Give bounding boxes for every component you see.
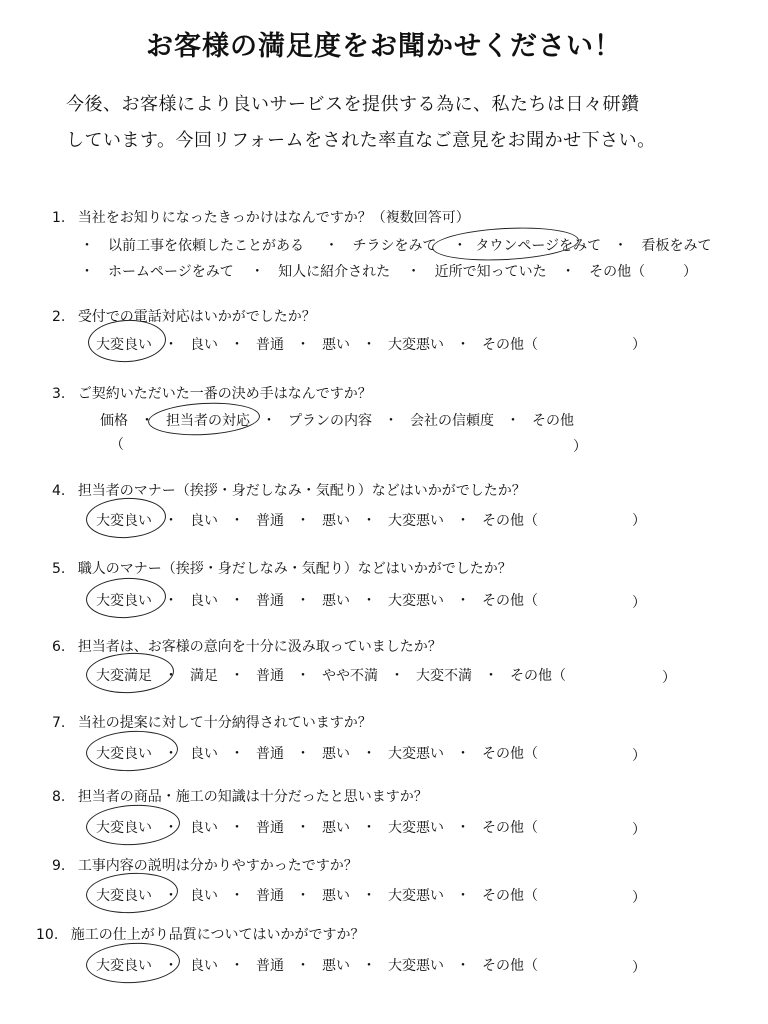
separator: ・ [164, 746, 178, 762]
close-paren: ） [632, 822, 646, 838]
answer-option: ・ その他（ [561, 264, 646, 280]
separator: ・ [456, 337, 470, 353]
answer-option: その他（ [482, 888, 538, 904]
answer-option: 普通 [256, 593, 284, 609]
separator: ・ [362, 593, 376, 609]
question-number: 2. [52, 309, 66, 325]
question-number: 4. [52, 483, 66, 499]
answer-option: 良い [190, 746, 218, 762]
selection-circle [85, 729, 179, 774]
question-number: 9. [52, 858, 66, 874]
separator: ・ [456, 513, 470, 529]
selection-circle [147, 400, 261, 438]
separator: ・ [140, 413, 154, 429]
close-paren: ） [632, 595, 646, 611]
separator: ・ [230, 337, 244, 353]
separator: ・ [506, 413, 520, 429]
separator: ・ [164, 820, 178, 836]
separator: ・ [230, 746, 244, 762]
answer-option: その他（ [482, 958, 538, 974]
answer-option: 大変悪い [388, 888, 444, 904]
question-text: 職人のマナー（挨拶・身だしなみ・気配り）などはいかがでしたか？ [77, 561, 512, 577]
question-text: 担当者のマナー（挨拶・身だしなみ・気配り）などはいかがでしたか？ [77, 483, 526, 499]
answer-option: 悪い [322, 337, 350, 353]
separator: ・ [362, 820, 376, 836]
answer-option-selected: 担当者の対応 [166, 413, 250, 429]
question-text: 当社の提案に対して十分納得されていますか？ [77, 715, 372, 731]
answer-option: 普通 [256, 513, 284, 529]
answer-option: その他（ [482, 513, 538, 529]
intro-line-1: 今後、お客様により良いサービスを提供する為に、私たちは日々研鑽 [66, 94, 640, 115]
answer-option: 大変悪い [388, 337, 444, 353]
question-2 [52, 306, 316, 326]
answer-option: 普通 [256, 668, 284, 684]
separator: ・ [296, 593, 310, 609]
separator: ・ [164, 668, 178, 684]
answer-option-selected: 大変良い [96, 593, 152, 609]
close-paren: ） [573, 439, 587, 455]
question-number: 7. [52, 715, 66, 731]
selection-circle [85, 651, 175, 696]
answer-option: 大変悪い [388, 746, 444, 762]
separator: ・ [456, 593, 470, 609]
answer-option: 価格 [100, 413, 128, 429]
question-number: 6. [52, 639, 66, 655]
selection-circle [85, 871, 179, 916]
separator: ・ [296, 337, 310, 353]
selection-circle [85, 496, 167, 540]
separator: ・ [384, 413, 398, 429]
question-9 [52, 855, 358, 875]
question-6 [52, 636, 442, 656]
question-text: 当社をお知りになったきっかけはなんですか？（複数回答可） [77, 210, 470, 226]
answer-option: 良い [190, 820, 218, 836]
question-text: 工事内容の説明は分かりやすかったですか？ [77, 858, 358, 874]
separator: ・ [296, 958, 310, 974]
selection-circle [85, 576, 167, 620]
answer-option: ・ 知人に紹介された [250, 264, 391, 280]
intro-line-2: しています。今回リフォームをされた率直なご意見をお聞かせ下さい。 [66, 130, 656, 151]
answer-option-selected: 大変良い [96, 820, 152, 836]
answer-row-1b [80, 261, 645, 281]
answer-option: 良い [190, 958, 218, 974]
answer-option: その他（ [482, 337, 538, 353]
question-8 [52, 786, 428, 806]
answer-option-selected: 大変満足 [96, 668, 152, 684]
answer-option: 大変悪い [388, 593, 444, 609]
answer-option-selected: 大変良い [96, 746, 152, 762]
separator: ・ [230, 668, 244, 684]
separator: ・ [456, 820, 470, 836]
question-text: 受付での電話対応はいかがでしたか？ [77, 309, 316, 325]
answer-option-selected: 大変良い [96, 337, 152, 353]
answer-option: 普通 [256, 958, 284, 974]
answer-option-selected: 大変良い [96, 888, 152, 904]
answer-option-selected: タウンページをみて [475, 238, 602, 254]
separator: ・ [296, 668, 310, 684]
answer-option: 良い [190, 593, 218, 609]
answer-option: ・ 以前工事を依頼したことがある [80, 238, 304, 254]
separator: ・ [164, 888, 178, 904]
separator: ・ [230, 958, 244, 974]
answer-option: 悪い [322, 958, 350, 974]
answer-row-1a [80, 235, 712, 255]
question-4 [52, 480, 526, 500]
separator: ・ [362, 746, 376, 762]
question-text: ご契約いただいた一番の決め手はなんですか？ [77, 386, 372, 402]
close-paren: ） [632, 890, 646, 906]
answer-option: ・ チラシをみて [324, 238, 437, 254]
answer-option: 大変不満 [416, 668, 472, 684]
question-number: 3. [52, 386, 66, 402]
answer-option: その他（ [482, 820, 538, 836]
separator: ・ [484, 668, 498, 684]
answer-option: 普通 [256, 337, 284, 353]
answer-option: 良い [190, 888, 218, 904]
page-title: お客様の満足度をお聞かせください！ [146, 31, 622, 62]
selection-circle [85, 803, 181, 848]
answer-option: プランの内容 [288, 413, 372, 429]
answer-option-selected: 大変良い [96, 513, 152, 529]
answer-option: 悪い [322, 888, 350, 904]
separator: ・ [230, 820, 244, 836]
answer-option: 普通 [256, 888, 284, 904]
separator: ・ [362, 888, 376, 904]
question-text: 担当者の商品・施工の知識は十分だったと思いますか？ [77, 789, 428, 805]
close-paren: ） [632, 513, 646, 529]
close-paren: ） [662, 670, 676, 686]
question-10 [36, 924, 364, 944]
close-paren: ） [632, 748, 646, 764]
answer-option: 悪い [322, 746, 350, 762]
close-paren: ） [632, 337, 646, 353]
answer-option: やや不満 [322, 668, 378, 684]
answer-option: 良い [190, 513, 218, 529]
answer-option: 満足 [190, 668, 218, 684]
separator: ・ [362, 958, 376, 974]
question-number: 1. [52, 210, 66, 226]
answer-option: ・ 看板をみて [613, 238, 712, 254]
separator: ・ [164, 337, 178, 353]
separator: ・ [230, 513, 244, 529]
selection-circle [85, 941, 181, 986]
answer-option: 大変悪い [388, 820, 444, 836]
answer-option: 悪い [322, 593, 350, 609]
answer-option: 大変悪い [388, 958, 444, 974]
separator: ・ [164, 958, 178, 974]
separator: ・ [456, 746, 470, 762]
answer-option: 良い [190, 337, 218, 353]
answer-option-selected: 大変良い [96, 958, 152, 974]
separator: ・ [230, 888, 244, 904]
question-5 [52, 558, 512, 578]
separator: ・ [452, 238, 467, 254]
question-7 [52, 712, 372, 732]
close-paren: ） [632, 960, 646, 976]
question-1 [52, 207, 470, 227]
question-3 [52, 383, 372, 403]
question-text: 担当者は、お客様の意向を十分に汲み取っていましたか？ [77, 639, 442, 655]
answer-option: 悪い [322, 513, 350, 529]
answer-option: 会社の信頼度 [410, 413, 494, 429]
question-number: 10. [36, 927, 59, 943]
separator: ・ [456, 888, 470, 904]
answer-option: 大変悪い [388, 513, 444, 529]
answer-option: その他（ [482, 746, 538, 762]
separator: ・ [230, 593, 244, 609]
question-text: 施工の仕上がり品質についてはいかがですか？ [70, 927, 365, 943]
answer-option: 悪い [322, 820, 350, 836]
open-paren: （ [110, 437, 124, 453]
separator: ・ [296, 820, 310, 836]
separator: ・ [362, 513, 376, 529]
question-number: 5. [52, 561, 66, 577]
separator: ・ [164, 513, 178, 529]
separator: ・ [362, 337, 376, 353]
answer-option: その他（ [510, 668, 566, 684]
separator: ・ [456, 958, 470, 974]
answer-option: ・ ホームページをみて [80, 264, 234, 280]
separator: ・ [296, 513, 310, 529]
separator: ・ [296, 746, 310, 762]
answer-option: ・ 近所で知っていた [406, 264, 547, 280]
separator: ・ [296, 888, 310, 904]
selection-circle [431, 224, 579, 264]
answer-option: 普通 [256, 820, 284, 836]
question-number: 8. [52, 789, 66, 805]
separator: ・ [390, 668, 404, 684]
separator: ・ [262, 413, 276, 429]
separator: ・ [164, 593, 178, 609]
close-paren: ） [683, 264, 697, 280]
answer-option: その他（ [482, 593, 538, 609]
answer-option: その他 [532, 413, 574, 429]
answer-option: 普通 [256, 746, 284, 762]
